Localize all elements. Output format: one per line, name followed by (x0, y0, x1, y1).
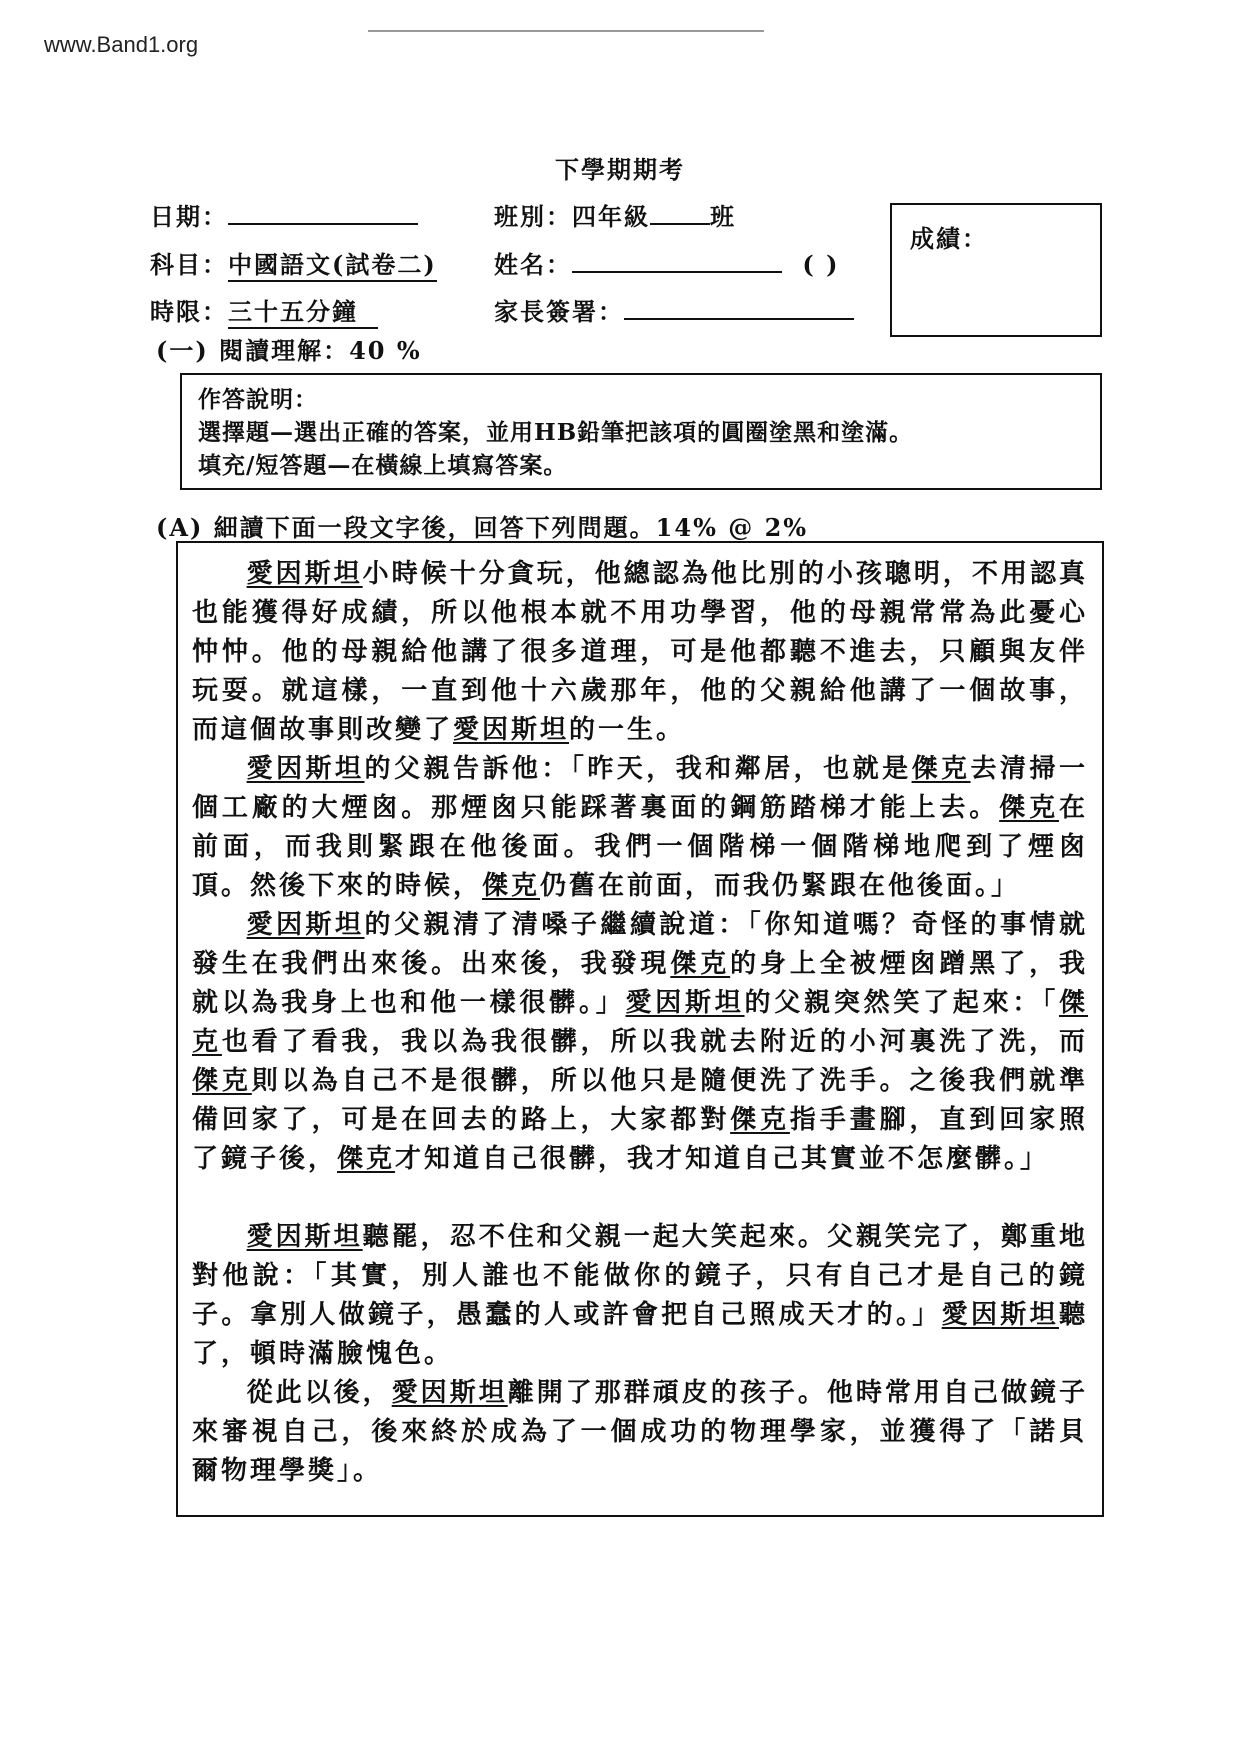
proper-name: 傑克 (911, 754, 971, 784)
class-blank[interactable] (650, 201, 710, 225)
score-label: 成績： (910, 224, 988, 253)
proper-name: 傑克 (730, 1105, 790, 1135)
date-field[interactable] (150, 197, 418, 232)
parent-signature-blank[interactable] (624, 296, 854, 320)
proper-name: 傑克 (192, 988, 1088, 1057)
proper-name: 傑克 (999, 793, 1059, 823)
proper-name: 愛因斯坦 (941, 1300, 1059, 1330)
passage-text: 的父親告訴他：「昨天，我和鄰居，也就是 (364, 754, 912, 784)
proper-name: 傑克 (337, 1144, 396, 1174)
name-blank[interactable] (572, 249, 782, 273)
passage-text: 離開了那群頑皮的孩子。他時常用自己做鏡子來審視自己，後來終於成為了一個成功的物理學家，並獲得了「諾貝爾物理學獎」。 (192, 1378, 1088, 1486)
passage-text: 指手畫腳，直到回家照了鏡子後， (192, 1105, 1088, 1174)
instructions-line-1: 選擇題—選出正確的答案，並用HB鉛筆把該項的圓圈塗黑和塗滿。 (198, 419, 914, 446)
top-rule (368, 30, 764, 32)
time-label: 時限： (150, 297, 228, 326)
time-value: 三十五分鐘 (228, 292, 378, 329)
site-watermark: www.Band1.org (44, 32, 199, 57)
proper-name: 愛因斯坦 (453, 715, 570, 745)
passage-text: 也看了看我，我以為我很髒，所以我就去附近的小河裏洗了洗，而 (221, 1027, 1088, 1057)
instructions-line-2: 填充/短答題—在橫線上填寫答案。 (198, 452, 568, 479)
passage-paragraph-5 (192, 1374, 1088, 1491)
passage-text: 去清掃一個工廠的大煙囪。那煙囪只能踩著裏面的鋼筋踏梯才能上去。 (192, 754, 1088, 823)
passage-paragraph-2 (192, 750, 1088, 906)
passage-text: 的父親清了清嗓子繼續說道：「你知道嗎？奇怪的事情就發生在我們出來後。出來後，我發現 (192, 910, 1088, 979)
date-blank[interactable] (228, 201, 418, 225)
passage-text: 則以為自己不是很髒，所以他只是隨便洗了洗手。之後我們就準備回家了，可是在回去的路上，大家都對 (192, 1066, 1088, 1135)
name-label: 姓名： (494, 250, 572, 279)
class-field[interactable] (494, 197, 736, 232)
date-label: 日期： (150, 202, 228, 231)
passage-paragraph-1 (192, 555, 1088, 750)
part-a-heading: (A) 細讀下面一段文字後，回答下列問題。14% @ 2% (156, 513, 809, 542)
passage-text: 仍舊在前面，而我仍緊跟在他後面。」 (540, 871, 1021, 901)
proper-name: 傑克 (670, 949, 731, 979)
parent-signature-label: 家長簽署： (494, 297, 624, 326)
proper-name: 愛因斯坦 (246, 1222, 363, 1252)
class-label: 班別：四年級 (494, 202, 650, 231)
passage-text: 聽罷，忍不住和父親一起大笑起來。父親笑完了，鄭重地對他說：「其實，別人誰也不能做你的鏡子，只有自己才是自己的鏡子。拿別人做鏡子，愚蠢的人或許會把自己照成天才的。」 (192, 1222, 1088, 1330)
instructions-box (180, 373, 1102, 490)
proper-name: 愛因斯坦 (246, 559, 363, 589)
passage-text: 的身上全被煙囪蹭黑了，我就以為我身上也和他一樣很髒。」 (192, 949, 1088, 1018)
exam-title: 下學期期考 (555, 155, 685, 184)
passage-text: 從此以後， (246, 1378, 392, 1408)
proper-name: 傑克 (482, 871, 541, 901)
passage-text: 在前面，而我則緊跟在他後面。我們一個階梯一個階梯地爬到了煙囪頂。然後下來的時候， (192, 793, 1088, 901)
subject-value: 中國語文(試卷二) (228, 245, 437, 282)
proper-name: 愛因斯坦 (246, 910, 365, 940)
passage-text: 的一生。 (569, 715, 686, 745)
proper-name: 愛因斯坦 (625, 988, 745, 1018)
instructions-heading: 作答說明： (198, 386, 318, 413)
class-number-paren[interactable]: ( ) (802, 250, 840, 279)
name-field[interactable] (494, 245, 839, 280)
subject-field (150, 245, 437, 282)
passage-text: 小時候十分貪玩，他總認為他比別的小孩聰明，不用認真也能獲得好成績，所以他根本就不用功學習，他的母親常常為此憂心忡忡。他的母親給他講了很多道理，可是他都聽不進去，只顧與友伴玩耍。就這樣，一直到他十六歲那年，他的父親給他講了一個故事，而這個故事則改變了 (192, 559, 1088, 745)
passage-text: 聽了，頓時滿臉愧色。 (192, 1300, 1088, 1369)
class-suffix: 班 (710, 202, 736, 231)
section-title: (一) 閱讀理解：40 % (156, 336, 422, 365)
proper-name: 傑克 (192, 1066, 252, 1096)
time-field (150, 292, 378, 329)
passage-paragraph-3 (192, 906, 1088, 1179)
parent-signature-field[interactable] (494, 292, 854, 327)
passage-text: 的父親突然笑了起來：「 (744, 988, 1059, 1018)
passage-text: 才知道自己很髒，我才知道自己其實並不怎麼髒。」 (395, 1144, 1050, 1174)
passage-box (176, 541, 1104, 1517)
proper-name: 愛因斯坦 (391, 1378, 508, 1408)
proper-name: 愛因斯坦 (246, 754, 365, 784)
subject-label: 科目： (150, 250, 228, 279)
passage-paragraph-4 (192, 1218, 1088, 1374)
score-box[interactable] (890, 203, 1102, 337)
